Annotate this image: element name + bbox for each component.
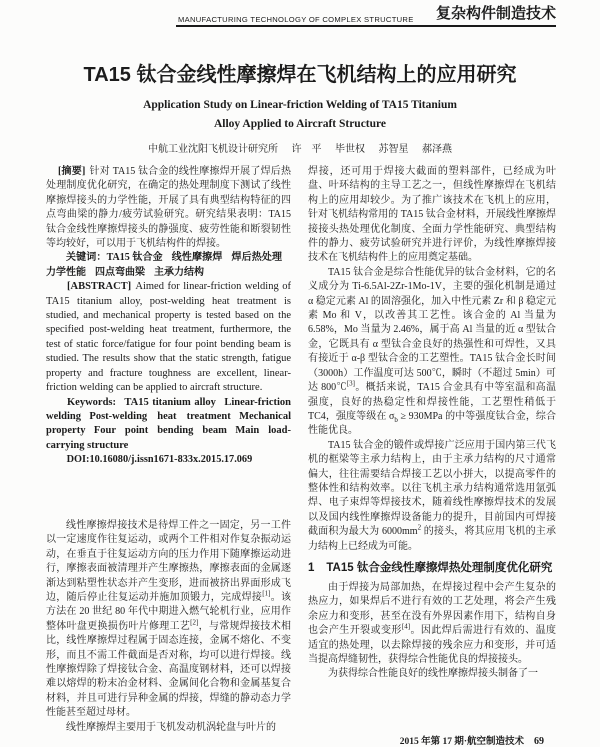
section-title: TA15 钛合金线性摩擦焊热处理制度优化研究	[326, 561, 553, 574]
keywords-chinese	[46, 251, 291, 280]
abstract-block	[46, 165, 291, 468]
superscript: 2	[417, 523, 422, 532]
abstract-english	[46, 280, 291, 395]
text-run: 焊接，还可用于焊接大截面的塑料部件，已经成为叶盘、叶环结构的主导工艺之一，但线性摩擦焊在飞机结构上的应用却较少。为了推广该技术在飞机上的应用，针对飞机结构常用的 TA15 钛合金材料，开展线性摩擦焊接接头热处理优化制度、全面力学性能研究、典型结构件的静力、疲劳试验研究并进行评价，为线性摩擦焊接技术在飞机结构件上的应用奠定基础。	[308, 166, 556, 264]
issue-info: 2015 年第 17 期·航空制造技术	[399, 737, 524, 747]
page-number: 69	[534, 736, 544, 747]
keyword: Mechanical property	[46, 410, 291, 437]
keyword: 主承力结构	[154, 266, 204, 278]
keyword: Linear-friction welding	[46, 396, 291, 422]
text-run: 。概括来说，TA15 合金具有中等室温和高温强度，良好的热稳定性和焊接性能，工艺塑性稍低于 TC4，强度等级在 σ	[308, 382, 556, 422]
text-run: 线性摩擦焊接技术是待焊工件之一固定，另一工件以一定速度作往复运动，或两个工件相对作复杂振动运动，在垂直于往复运动方向的压力作用下随摩擦运动进行，摩擦表面被清理并产生摩擦热，摩擦表面的金属逐渐达到粘塑性状态并产生变形，进而被挤出界面形成飞边，随后停止往复运动并施加顶锻力，完成焊接	[46, 519, 291, 603]
text-run: ≥ 930MPa 的中等强度钛合金，综合性能优良。	[308, 410, 556, 437]
body-text-right-bottom	[308, 581, 556, 682]
running-header-english: MANUFACTURING TECHNOLOGY OF COMPLEX STRUCTURE	[178, 15, 414, 24]
text-run: 由于焊接为局部加热，在焊接过程中会产生复杂的热应力，如果焊后不进行有效的工艺处理，将会产生残余应力和变形，甚至在没有外界因素作用下，结构自身也会产生开裂或变形	[308, 581, 556, 637]
author-name: 苏智星	[378, 144, 409, 155]
keyword: 力学性能	[46, 266, 86, 278]
body-text-right-top	[308, 165, 556, 554]
page-footer	[400, 737, 544, 747]
keywords-english	[46, 396, 291, 454]
keyword: TA15 钛合金	[106, 252, 163, 264]
left-column	[46, 165, 291, 735]
author-line	[0, 143, 600, 157]
doi: DOI:10.16080/j.issn1671-833x.2015.17.069	[66, 454, 253, 466]
keyword: Four point bending beam	[93, 425, 227, 437]
abstract-chinese	[46, 165, 291, 251]
paragraph	[308, 581, 556, 667]
paragraph	[46, 721, 291, 735]
text-run: 线性摩擦焊主要用于飞机发动机涡轮盘与叶片的	[66, 721, 276, 733]
text-run: 为获得综合性能良好的线性摩擦焊接头制备了一	[328, 668, 538, 680]
section-number: 1	[308, 561, 315, 574]
article-title-english	[0, 96, 600, 134]
title-english-line: Alloy Applied to Aircraft Structure	[213, 118, 387, 130]
affiliation: 中航工业沈阳飞机设计研究所	[148, 144, 278, 155]
right-column	[308, 165, 556, 735]
keywords-label: 关键词：	[66, 252, 107, 264]
abstract-label: [摘要]	[58, 166, 86, 177]
superscript: [2]	[190, 618, 199, 627]
section-heading	[308, 561, 556, 576]
keywords-label: Keywords:	[67, 396, 116, 408]
text-run: TA15 钛合金是综合性能优异的钛合金材料，它的名义成分为 Ti-6.5Al-2Zr-1Mo-1V，主要的强化机制是通过 α 稳定元素 Al 的固溶强化，加入中性元素 Zr 和 β 稳定元素 Mo 和 V，以改善其工艺性。该合金的 Al 当量为 6.58%，Mo 当量为 2.46%，属于高 Al 当量的近 α 型钛合金，它既具有 α 型钛合金良好的热强性和可焊性，又具有接近于 α-β 型钛合金的工艺塑性。TA15 钛合金长时间（3000h）工作温度可达 500℃，瞬时（不超过 5min）可达 800℃	[308, 266, 556, 394]
keyword: Main load-carrying structure	[46, 425, 291, 451]
subscript: b	[394, 415, 398, 424]
text-run: 。该方法在 20 世纪 80 年代中期进入燃气轮机行业，应用作整体叶盘更换损伤叶片修理工艺	[46, 591, 291, 632]
superscript: [1]	[262, 589, 271, 598]
paragraph	[308, 439, 556, 554]
abstract-text: 针对 TA15 钛合金的线性摩擦焊开展了焊后热处理制度优化研究，在确定的热处理制度下测试了线性摩擦焊接头的力学性能，开展了具有典型结构特征的四点弯曲梁的静力/疲劳试验研究。研究结果表明：TA15 钛合金线性摩擦焊接头的静强度、疲劳性能和断裂韧性等均较好，可以用于飞机结构件的焊接。	[46, 166, 291, 250]
author-name: 毕世权	[335, 144, 365, 155]
keyword: 焊后热处理	[231, 252, 283, 264]
article-title: TA15 钛合金线性摩擦焊在飞机结构上的应用研究	[83, 64, 517, 86]
paragraph	[46, 519, 291, 721]
paragraph	[308, 266, 556, 439]
keyword: Post-welding heat treatment	[89, 410, 231, 422]
running-header-chinese: 复杂构件制造技术	[435, 5, 556, 22]
title-english-line: Application Study on Linear-friction Welding of TA15 Titanium	[143, 99, 457, 111]
keyword: TA15 titanium alloy	[124, 396, 216, 408]
abstract-label: [ABSTRACT]	[67, 281, 132, 293]
author-name: 许 平	[291, 144, 322, 155]
keyword: 线性摩擦焊	[171, 252, 223, 264]
text-run: TA15 钛合金的锻件或焊接广泛应用于国内第三代飞机的框梁等主承力结构上，由于主承力结构的尺寸通常偏大，往往需要结合焊接工艺以小拼大，以提高零件的整体性和结构效率。以往飞机主承力结构通常选用氩弧焊、电子束焊等焊接技术，随着线性摩擦焊技术的发展以及国内线性摩擦焊设备能力的提升，目前国内可焊接截面积为最大为 6000mm	[308, 439, 556, 538]
text-run: ，与常规焊接技术相比，线性摩擦焊过程属于固态连接，金属不熔化、不变形，而且不需工件截面是否对称，均可以进行焊接。线性摩擦焊除了焊接钛合金、高温度钢材料，还可以焊接难以熔焊的粉末冶金材料、金属间化合物和金属基复合材料，并且可进行异种金属的焊接，焊缝的静动态力学性能甚至超过母材。	[46, 620, 291, 719]
keyword: 四点弯曲梁	[95, 266, 145, 278]
text-run: 。因此焊后需进行有效的、温度适宜的热处理，以去除焊接的残余应力和变形，并可适当提高焊缝韧性，获得综合性能优良的焊接接头。	[308, 625, 556, 665]
text-run: 的接头，将其应用飞机的主承力结构上已经成为可能。	[308, 526, 556, 552]
paragraph	[308, 667, 556, 681]
paragraph	[308, 165, 556, 266]
body-text-left	[46, 519, 291, 735]
abstract-text: Aimed for linear-friction welding of TA15 titanium alloy, post-welding heat treatment is studied, and mechanical property is tested based on the specified post-welding heat treatment, furthermore, the test of static force/fatigue for four point bending beam is studied. The results show that the static strength, fatigue property and fracture toughness are excellent, linear-friction welding can be applied to aircraft structure.	[46, 281, 291, 394]
header-rule	[176, 25, 556, 27]
superscript: [3]	[346, 379, 355, 388]
superscript: [4]	[401, 622, 411, 631]
author-name: 郝泽燕	[422, 144, 452, 155]
